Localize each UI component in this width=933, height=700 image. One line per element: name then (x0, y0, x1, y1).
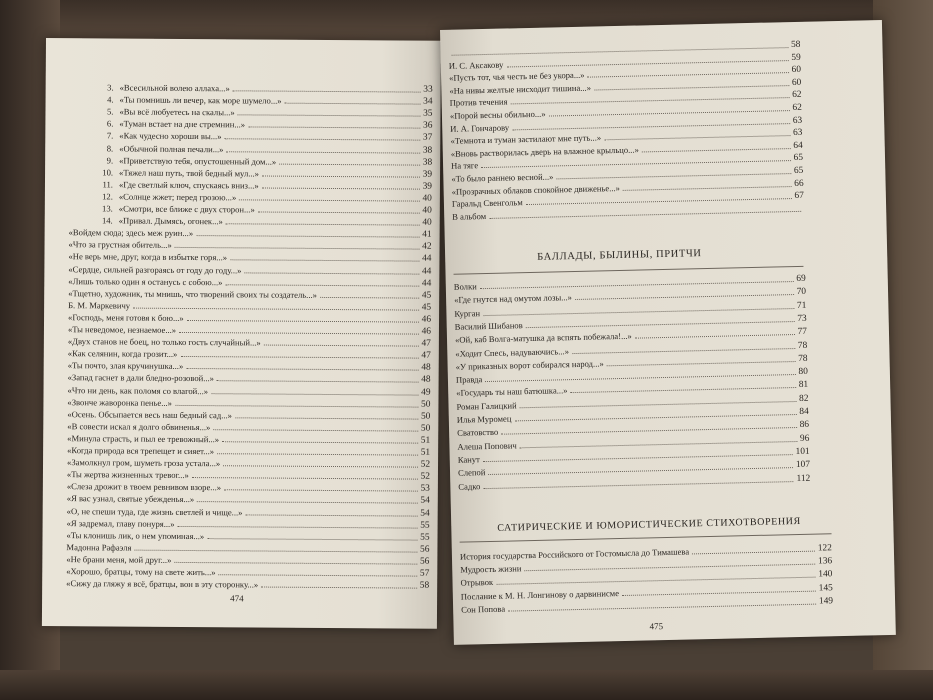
toc-entry (67, 481, 430, 494)
toc-entry-title: «У приказных ворот собирался народ...» (455, 358, 604, 372)
toc-entry-title: «Ты почто, злая кручинушка...» (67, 360, 184, 372)
toc-entry-title: Курган (454, 307, 481, 319)
toc-entry-page: 40 (422, 193, 432, 204)
toc-entry-title: Слепой (457, 467, 486, 478)
toc-entry-page: 67 (794, 190, 804, 202)
toc-entry-page: 44 (421, 266, 432, 277)
leader-dots (520, 401, 796, 408)
toc-entry-page: 54 (420, 508, 430, 519)
toc-entry-page: 58 (419, 580, 430, 591)
leader-dots (635, 334, 795, 339)
toc-entry-title: Против течения (449, 96, 508, 109)
toc-entry-title: И. С. Аксакову (448, 59, 504, 71)
toc-entry-page: 41 (422, 229, 432, 240)
toc-entry (66, 530, 429, 543)
leader-dots (508, 603, 816, 611)
toc-entry (69, 239, 432, 252)
toc-entry-number: 8. (106, 142, 114, 153)
leader-dots (526, 321, 795, 328)
toc-entry (68, 385, 431, 398)
toc-entry (68, 264, 431, 277)
toc-entry-title: «Минула страсть, и пыл ее тревожный...» (67, 433, 220, 445)
toc-entry-title: «О, не спеши туда, где жизнь светлей и чище...» (66, 505, 243, 517)
leader-dots (264, 345, 419, 347)
toc-entry (68, 348, 431, 361)
leader-dots (226, 223, 420, 225)
leader-dots (244, 272, 419, 274)
toc-entry-title: «Порой весны обильно...» (449, 108, 546, 121)
leader-dots (489, 211, 801, 219)
toc-entry-page: 69 (796, 273, 806, 284)
toc-entry-title: «Хорошо, братцы, тому на свете жить...» (66, 566, 216, 578)
toc-entry-title: «Ходит Спесь, надуваючись...» (455, 345, 570, 359)
toc-entry-number: 7. (106, 130, 114, 141)
toc-entry-page: 80 (798, 366, 808, 378)
leader-dots (262, 175, 420, 177)
toc-entry-title: «Сижу да гляжу я всё, братцы, вон в эту сторонку...» (66, 578, 259, 590)
toc-entry-title: «Ты помнишь ли вечер, как море шумело...» (119, 94, 282, 106)
leader-dots (230, 260, 419, 262)
toc-entry-title: Правда (455, 374, 483, 385)
toc-entry-title: «Что за грустная обитель...» (68, 239, 172, 251)
leader-dots (239, 199, 419, 201)
leader-dots (226, 151, 419, 153)
leader-dots (692, 551, 815, 555)
toc-entry-page: 140 (818, 569, 833, 580)
toc-entry-page: 65 (793, 153, 804, 164)
toc-entry-number: 10. (102, 167, 114, 178)
toc-entry-title: «Как селянин, когда грозит...» (67, 348, 178, 360)
toc-entry (67, 506, 430, 519)
toc-entry-number: 6. (106, 118, 114, 129)
toc-entry-page: 63 (792, 115, 803, 126)
toc-entry-page: 33 (423, 84, 433, 95)
toc-entry-page: 84 (799, 406, 809, 417)
toc-entry-page: 52 (420, 459, 431, 470)
toc-entry-page: 112 (796, 473, 811, 484)
toc-entry-title: Волки (453, 281, 477, 292)
toc-entry-title: «Двух станов не боец, но только гость случайный...» (67, 336, 261, 348)
toc-entry-page: 36 (422, 120, 433, 131)
section-heading-ballads: БАЛЛАДЫ, БЫЛИНЫ, ПРИТЧИ (537, 248, 702, 263)
toc-entry-title: Василий Шибанов (454, 320, 523, 332)
leader-dots (197, 501, 417, 504)
toc-entry-page: 60 (791, 77, 802, 88)
toc-entry-title: «Вновь растворилась дверь на влажное крыльцо...» (450, 144, 639, 159)
toc-entry-page: 54 (420, 496, 430, 507)
leader-dots (174, 562, 417, 565)
leader-dots (572, 348, 795, 354)
leader-dots (223, 465, 417, 467)
toc-entry-title: «Ты клонишь лик, о нем упоминая...» (66, 529, 205, 541)
toc-entry (68, 276, 431, 289)
toc-entry-title: «Не брани меня, мой друг...» (66, 554, 172, 565)
leader-dots (571, 387, 796, 393)
toc-entry (68, 252, 431, 265)
toc-entry-number: 9. (106, 155, 114, 166)
toc-entry-title: «Я задремал, главу понуря...» (66, 517, 175, 529)
toc-entry-title: Илья Муромец (456, 413, 512, 425)
toc-entry-page: 149 (818, 596, 834, 607)
toc-entry (67, 518, 430, 531)
toc-entry (97, 119, 432, 131)
toc-entry-page: 71 (796, 300, 807, 311)
toc-entry (97, 167, 432, 179)
leader-dots (320, 297, 419, 299)
toc-entry-page: 55 (420, 520, 430, 531)
toc-entry-page: 35 (423, 108, 433, 119)
leader-dots (187, 320, 419, 323)
toc-entry-page: 34 (423, 96, 433, 107)
right-page (440, 20, 896, 645)
toc-entry-title: «Тщетно, художник, ты мнишь, что творений своих ты создатель...» (68, 287, 317, 300)
toc-entry-title: Послание к М. Н. Лонгинову о дарвинисме (460, 587, 620, 602)
toc-entry-title: «Вы всё любуетесь на скалы...» (119, 106, 235, 118)
toc-entry-page: 50 (420, 423, 431, 434)
leader-dots (175, 247, 419, 250)
toc-entry-page: 62 (792, 90, 802, 101)
leader-dots (575, 294, 794, 300)
toc-entry (67, 445, 430, 458)
toc-entry-page: 60 (791, 65, 802, 76)
leader-dots (180, 356, 418, 359)
toc-entry-page: 107 (795, 459, 811, 471)
toc-entry-title: «Всесильной волею аллаха...» (119, 82, 230, 94)
toc-entry-title: «Запад гаснет в дали бледно-розовой...» (67, 372, 215, 384)
section-rule-ballads (454, 266, 804, 275)
toc-entry-title: «Солнце жжет; перед грозою...» (118, 191, 237, 203)
toc-entry-page: 50 (421, 399, 431, 410)
toc-entry (97, 215, 432, 227)
leader-dots (217, 453, 418, 455)
toc-entry-page: 51 (420, 435, 431, 446)
toc-entry-title: В альбом (452, 210, 487, 222)
toc-entry-title: «То было раннею весной...» (451, 171, 554, 184)
toc-entry-title: «Где гнутся над омутом лозы...» (454, 292, 573, 306)
toc-entry (66, 542, 429, 555)
toc-entry-title: «Слеза дрожит в твоем ревнивом взоре...» (66, 481, 222, 493)
toc-entry-title: На тяге (450, 160, 479, 172)
toc-entry-number: 5. (106, 106, 114, 117)
toc-entry (97, 155, 432, 167)
toc-entry-page: 40 (422, 205, 432, 216)
leader-dots (207, 538, 417, 540)
toc-entry-title: «Тяжел наш путь, твой бедный мул...» (119, 167, 260, 179)
leader-dots (258, 211, 420, 213)
toc-entry-page: 40 (422, 217, 432, 228)
toc-entry-page: 57 (419, 568, 430, 579)
toc-entry-number: 14. (101, 215, 113, 226)
toc-entry-page: 145 (818, 582, 833, 594)
toc-entry-number: 11. (102, 179, 114, 190)
toc-entry-page: 55 (420, 532, 430, 543)
leader-dots (248, 127, 420, 129)
toc-entry-title: «Ой, каб Волга-матушка да вспять побежала!...» (454, 330, 632, 345)
toc-entry (68, 324, 431, 337)
toc-entry (67, 421, 430, 434)
leader-dots (222, 441, 418, 443)
leader-dots (175, 405, 418, 408)
toc-entry (98, 82, 433, 94)
right-page-number: 475 (649, 621, 664, 632)
background-bottom (0, 670, 933, 700)
toc-entry-number: 13. (102, 203, 113, 214)
leader-dots (245, 514, 417, 516)
leader-dots (235, 417, 418, 419)
leader-dots (133, 307, 419, 310)
leader-dots (186, 368, 418, 371)
toc-entry-page: 122 (817, 543, 832, 554)
toc-entry-title: «Государь ты наш батюшка...» (456, 385, 568, 399)
toc-entry-page: 78 (797, 340, 808, 351)
toc-entry-page: 53 (420, 483, 430, 494)
toc-entry (67, 397, 430, 410)
toc-entry-page: 62 (792, 102, 802, 114)
leader-dots (642, 148, 791, 152)
section-rule-satire (460, 533, 832, 542)
toc-entry (67, 494, 430, 507)
toc-entry-title: Садко (458, 480, 481, 492)
toc-entry-title: Мудрость жизни (460, 563, 522, 575)
toc-entry (68, 373, 431, 386)
leader-dots (179, 332, 418, 335)
toc-entry-page: 51 (420, 447, 431, 458)
toc-entry (66, 554, 429, 567)
leader-dots (279, 163, 420, 165)
toc-entry-title: «Смотри, все ближе с двух сторон...» (118, 203, 255, 215)
toc-entry-page: 50 (420, 411, 431, 422)
toc-entry-page: 58 (790, 39, 801, 51)
toc-entry-page: 63 (792, 127, 803, 139)
leader-dots (213, 429, 418, 431)
toc-entry (68, 360, 431, 373)
toc-entry (97, 107, 432, 119)
toc-entry-title: «Сердце, сильней разгораясь от году до году...» (68, 263, 242, 275)
toc-entry-title: «На нивы желтые нисходит тишина...» (449, 82, 592, 96)
leader-dots (623, 186, 791, 191)
toc-entry-title: Мадонна Рафаэля (66, 541, 132, 553)
toc-entry-title: Сватовство (457, 427, 499, 439)
toc-entry-title: Канут (457, 454, 480, 465)
toc-entry-number: 3. (107, 82, 114, 93)
toc-entry-page: 56 (419, 556, 430, 567)
section-heading-satire: САТИРИЧЕСКИЕ И ЮМОРИСТИЧЕСКИЕ СТИХОТВОРЕНИЯ (497, 515, 801, 534)
toc-entry (97, 131, 432, 143)
leader-dots (178, 526, 418, 529)
toc-entry-page: 77 (797, 326, 808, 338)
toc-entry-title: И. А. Гончарову (450, 122, 510, 134)
left-page-number: 474 (230, 593, 244, 604)
toc-entry-title: «Ты жертва жизненных тревог...» (66, 469, 189, 481)
toc-entry-title: «Господь, меня готовя к бою...» (68, 312, 184, 323)
toc-entry-page: 38 (422, 145, 433, 156)
leader-dots (262, 187, 420, 189)
toc-entry-title: «Привал. Дымясь, огонек...» (118, 215, 223, 227)
toc-entry-title: Роман Галицкий (456, 400, 517, 412)
leader-dots (285, 103, 421, 105)
toc-entry-page: 96 (799, 433, 810, 444)
leader-dots (622, 590, 816, 595)
leader-dots (134, 549, 417, 552)
toc-entry-page: 39 (422, 181, 433, 192)
leader-dots (224, 139, 419, 141)
toc-entry-title: «Ты неведомое, незнаемое...» (67, 324, 177, 335)
toc-entry (68, 288, 431, 301)
toc-entry-page: 101 (795, 446, 810, 457)
toc-entry-page: 48 (421, 375, 431, 386)
toc-entry-page: 66 (794, 178, 804, 189)
toc-entry (97, 179, 432, 191)
toc-entry-title: «Когда природа вся трепещет и сияет...» (67, 445, 215, 457)
toc-entry (97, 191, 432, 203)
toc-entry-page: 45 (421, 290, 432, 301)
leader-dots (483, 481, 793, 489)
toc-entry (68, 312, 431, 325)
toc-entry-title: «Войдем сюда; здесь меж руин...» (68, 227, 194, 239)
toc-entry-page: 82 (798, 393, 809, 404)
leader-dots (196, 235, 419, 238)
toc-entry-title: Б. М. Маркевичу (68, 299, 131, 311)
toc-entry-title: История государства Российского от Гостомысла до Тимашева (459, 546, 690, 562)
toc-entry-page: 52 (420, 471, 430, 482)
toc-entry-page: 45 (421, 302, 432, 313)
toc-entry-title: Отрывок (460, 577, 494, 589)
toc-entry (67, 469, 430, 482)
toc-entry-page: 81 (798, 380, 809, 391)
leader-dots (225, 284, 418, 286)
toc-entry (97, 143, 432, 155)
toc-entry-page: 48 (421, 362, 431, 373)
toc-entry (66, 578, 429, 591)
toc-entry-page: 46 (421, 326, 431, 337)
toc-entry (67, 457, 430, 470)
toc-entry-title: Алеша Попович (457, 439, 517, 452)
toc-entry (67, 409, 430, 422)
toc-entry-page: 47 (421, 338, 431, 349)
left-page (42, 38, 441, 629)
toc-entry-title: «Пусть тот, чья честь не без укора...» (448, 69, 585, 83)
toc-entry-page: 39 (422, 169, 433, 180)
toc-entry-title: «Осень. Обсыпается весь наш бедный сад...» (67, 408, 233, 420)
toc-entry-page: 38 (422, 157, 433, 168)
toc-entry-title: «Не верь мне, друг, когда в избытке горя...» (68, 251, 228, 263)
toc-entry-page: 59 (791, 52, 801, 63)
toc-entry (67, 433, 430, 446)
toc-entry-page: 73 (797, 313, 807, 324)
toc-entry-page: 44 (422, 254, 432, 265)
leader-dots (520, 441, 797, 448)
leader-dots (238, 115, 420, 117)
toc-entry (68, 336, 431, 349)
leader-dots (261, 587, 417, 589)
toc-entry-page: 42 (422, 241, 432, 252)
toc-entry-number: 4. (107, 94, 114, 105)
toc-entry-title: «Где светлый ключ, спускаясь вниз...» (118, 179, 259, 191)
toc-entry-title: «Прозрачных облаков спокойное движенье...» (451, 182, 620, 197)
leader-dots (192, 477, 418, 480)
toc-entry-title: «Как чудесно хороши вы...» (119, 130, 222, 142)
leader-dots (219, 574, 417, 576)
toc-entry-title: «Приветствую тебя, опустошенный дом...» (119, 155, 277, 167)
toc-entry-title: «Туман встает на дне стремнин...» (119, 118, 246, 130)
toc-entry (69, 227, 432, 240)
toc-entry-page: 37 (422, 133, 433, 144)
leader-dots (594, 85, 789, 90)
leader-dots (607, 361, 795, 366)
toc-entry (68, 300, 431, 313)
toc-entry (66, 566, 429, 579)
toc-entry-page: 64 (793, 140, 803, 151)
leader-dots (604, 135, 790, 140)
toc-entry-page: 78 (798, 353, 808, 364)
toc-entry-title: «Обычной полная печали...» (119, 143, 224, 154)
toc-entry (98, 94, 433, 106)
leader-dots (211, 393, 418, 395)
toc-entry-number: 12. (102, 191, 113, 202)
toc-entry-page: 56 (420, 544, 430, 555)
toc-entry-title: «В совести искал я долго обвиненья...» (67, 420, 211, 432)
toc-entry-title: «Я вас узнал, святые убежденья...» (66, 493, 195, 505)
toc-entry-page: 44 (421, 278, 432, 289)
toc-entry-title: Гаральд Свенгольм (451, 197, 523, 209)
toc-entry-page: 49 (421, 387, 431, 398)
leader-dots (224, 490, 417, 492)
toc-entry-title: «Лишь только один я останусь с собою...» (68, 275, 223, 287)
toc-entry-page: 70 (796, 287, 807, 298)
toc-entry-title: «Замолкнул гром, шуметь гроза устала...» (67, 457, 221, 469)
toc-entry-page: 136 (817, 556, 833, 567)
toc-entry-page: 46 (421, 314, 432, 325)
toc-entry-page: 86 (799, 420, 810, 431)
toc-entry (97, 203, 432, 215)
toc-entry-page: 65 (793, 165, 804, 177)
leader-dots (217, 381, 418, 383)
leader-dots (233, 90, 421, 92)
leader-dots (588, 72, 789, 78)
leader-dots (556, 173, 791, 179)
toc-entry-title: «Что ни день, как поломя со влагой...» (67, 384, 209, 396)
toc-entry-title: Сон Попова (461, 603, 506, 615)
toc-entry-page: 47 (421, 350, 431, 361)
toc-entry-title: «Звонче жаворонка пенье...» (67, 396, 173, 408)
toc-entry-title: «Темнота и туман застилают мне путь...» (450, 132, 602, 146)
